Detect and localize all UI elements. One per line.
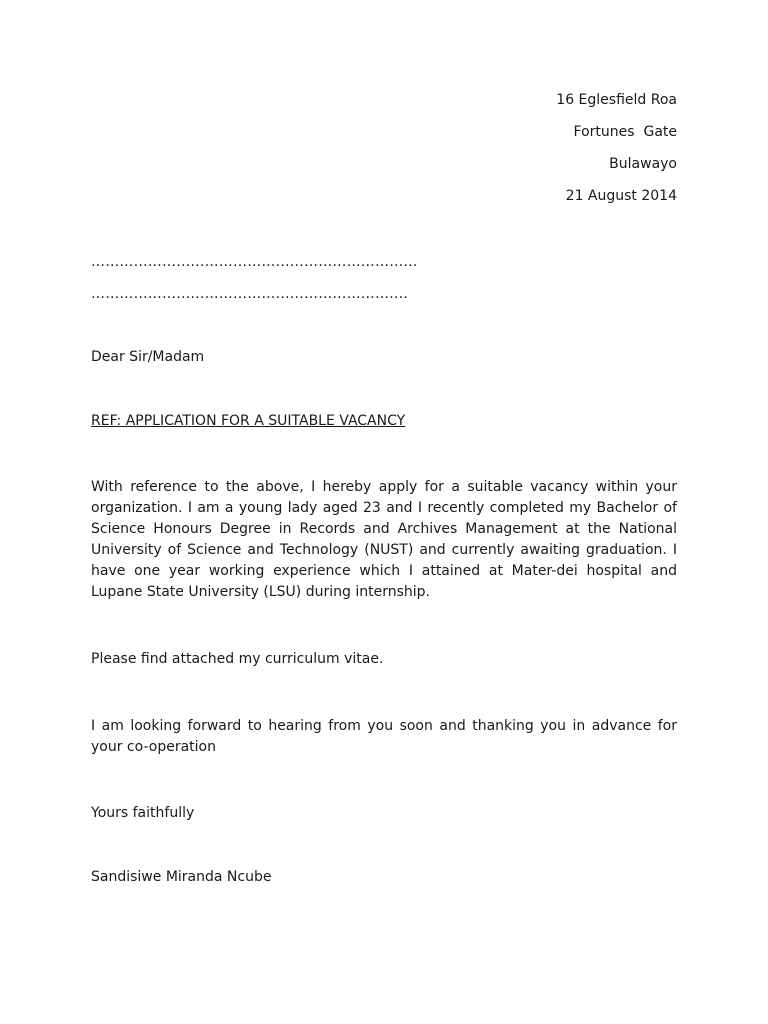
letter-date: 21 August 2014 bbox=[565, 188, 677, 204]
signature-name: Sandisiwe Miranda Ncube bbox=[91, 869, 272, 885]
recipient-placeholder-line-2: ……………………………………………………….… bbox=[91, 286, 409, 302]
body-paragraph-attachment: Please find attached my curriculum vitae. bbox=[91, 651, 384, 667]
body-paragraph-closing-remark: I am looking forward to hearing from you soon and thanking you in advance for your co-operation bbox=[91, 718, 677, 755]
sender-address-suburb: Fortunes Gate bbox=[573, 124, 677, 140]
recipient-placeholder-line-1: …………………………………………………………… bbox=[91, 254, 418, 270]
sender-address-city: Bulawayo bbox=[609, 156, 677, 172]
body-paragraph-application: With reference to the above, I hereby apply for a suitable vacancy within your organization. I am a young lady aged 23 and I recently completed my Bachelor of Science Honours Degree in Records and Archives Management at the National University of Science and Technology (NUST) and currently awaiting graduation. I have one year working experience which I attained at Mater-dei hospital and Lupane State University (LSU) during internship. bbox=[91, 479, 677, 600]
reference-heading: REF: APPLICATION FOR A SUITABLE VACANCY bbox=[91, 413, 406, 429]
salutation: Dear Sir/Madam bbox=[91, 349, 205, 365]
sender-address-street: 16 Eglesfield Roa bbox=[556, 92, 677, 108]
complimentary-close: Yours faithfully bbox=[91, 805, 195, 821]
